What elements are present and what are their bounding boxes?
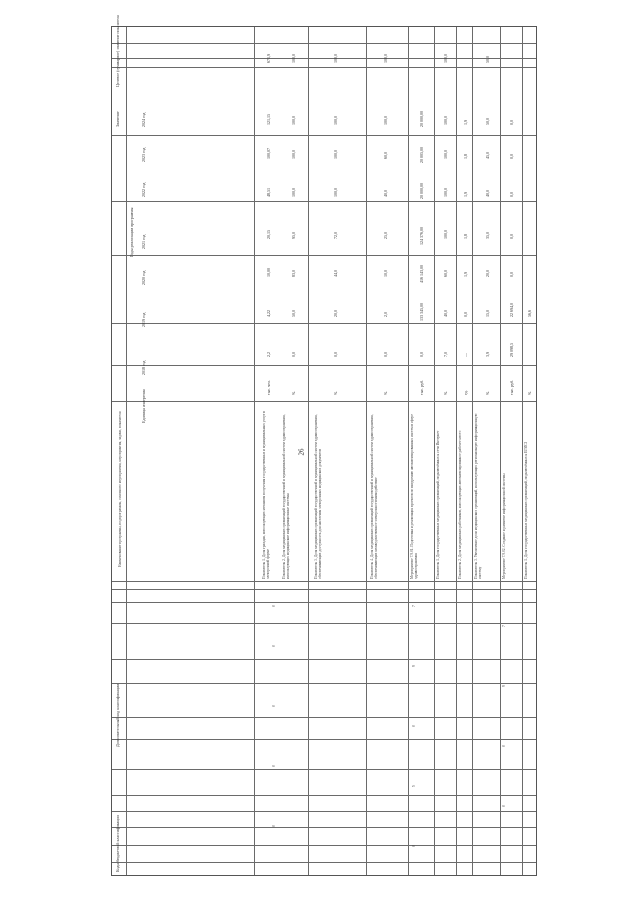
row-value: 100,0 xyxy=(443,188,448,197)
row-unit: тыс. руб. xyxy=(509,379,514,395)
row-value: 56,6 xyxy=(527,310,532,317)
code-digit: 9 xyxy=(502,685,506,687)
row-value: 20 000,00 xyxy=(419,111,424,127)
code-digit: 0 xyxy=(412,845,416,847)
row-value: 100,0 xyxy=(443,150,448,159)
code-digit: 7 xyxy=(412,605,416,607)
code-classification-header: Коды бюджетной классификации xyxy=(115,815,120,872)
row-value: 100,0 xyxy=(443,54,448,63)
row-value: 7,0 xyxy=(443,352,448,357)
row-value: 22 694,0 xyxy=(509,303,514,317)
row-value: 0,0 xyxy=(509,154,514,159)
row-name: Показатель 1. Доля государственных медицинских организаций, подключённых к сети Интернет xyxy=(436,430,440,579)
code-digit: 7 xyxy=(502,625,506,627)
row-value: 29 098,5 xyxy=(509,343,514,357)
row-value: 121,15 xyxy=(266,114,271,125)
row-value: 2,0 xyxy=(383,312,388,317)
row-value: 100,07 xyxy=(266,148,271,159)
code-digit: 0 xyxy=(272,825,276,827)
row-value: 100,0 xyxy=(443,116,448,125)
row-name: Мероприятие 7.9.01. Подготовка и реализация проектов по внедрению автоматизированных систем в сфере здравоохранения xyxy=(410,414,419,579)
row-value: 10,00 xyxy=(266,268,271,277)
code-digit: 0 xyxy=(502,805,506,807)
program-activity-header: Дополнительный код классификации xyxy=(115,683,120,747)
row-value: 100,0 xyxy=(333,188,338,197)
row-unit: % xyxy=(485,391,490,395)
row-value: 40,0 xyxy=(383,190,388,197)
row-value: 1,9 xyxy=(463,192,468,197)
row-name: Показатель 1. Доля граждан, использующих механизм получения государственных и муниципальных услуг в электронной форме xyxy=(262,411,271,579)
year-header: 2020 год xyxy=(141,270,146,285)
code-digit: 0 xyxy=(272,645,276,647)
row-name: Показатель 3. Увеличение доли медицинских организаций, использующих региональную информационную систему xyxy=(474,413,483,579)
name-header: Наименование программы, подпрограммы, основного мероприятия, мероприятия, задачи, показателя xyxy=(118,411,122,567)
row-value: — xyxy=(463,353,468,357)
row-value: 100,0 xyxy=(333,54,338,63)
row-value: 100,0 xyxy=(333,116,338,125)
page-number: 26 xyxy=(297,448,306,456)
row-value: 2,2 xyxy=(266,352,271,357)
row-value: 15,0 xyxy=(485,310,490,317)
row-value: 100,0 xyxy=(443,230,448,239)
code-digit: 0 xyxy=(412,725,416,727)
row-value: 45,0 xyxy=(485,152,490,159)
row-value: 95,0 xyxy=(291,232,296,239)
row-value: 60,0 xyxy=(443,270,448,277)
row-value: 100,0 xyxy=(291,116,296,125)
code-digit: 0 xyxy=(272,705,276,707)
row-name: Мероприятие 7.9.02. Создание и развитие информационной системы xyxy=(502,473,506,579)
row-value: 0,0 xyxy=(509,192,514,197)
row-value: 50,0 xyxy=(485,56,490,63)
row-value: 20 005,00 xyxy=(419,147,424,163)
row-name: Показатель 4. Доля медицинских организаций государственной и муниципальной систем здравоохранения, обеспечивающих межведомственное электронное взаимодействие xyxy=(370,414,379,579)
row-name: Показатель 1. Доля государственных медицинских организаций, подключённых к ЕГИСЗ xyxy=(524,441,528,579)
row-value: 35,0 xyxy=(485,232,490,239)
row-unit: % xyxy=(291,391,296,395)
row-value: 25,0 xyxy=(383,232,388,239)
row-value: 0,0 xyxy=(509,120,514,125)
row-value: 416 143,00 xyxy=(419,265,424,283)
row-value: 20 000,00 xyxy=(419,183,424,199)
code-digit: 9 xyxy=(412,665,416,667)
row-value: 44,0 xyxy=(333,270,338,277)
row-value: 100,0 xyxy=(383,116,388,125)
row-value: 671,9 xyxy=(266,54,271,63)
row-value: 100,0 xyxy=(291,150,296,159)
year-header: 2021 год xyxy=(141,234,146,249)
row-unit: % xyxy=(443,391,448,395)
row-value: 1,9 xyxy=(463,272,468,277)
row-unit: % xyxy=(383,391,388,395)
row-value: 1,8 xyxy=(463,234,468,239)
row-unit: тыс. руб. xyxy=(419,379,424,395)
row-value: 0,0 xyxy=(509,272,514,277)
row-value: 72,0 xyxy=(333,232,338,239)
row-value: 20,0 xyxy=(485,270,490,277)
row-value: 0,0 xyxy=(333,352,338,357)
row-value: 20,15 xyxy=(266,230,271,239)
row-value: 50,0 xyxy=(485,118,490,125)
row-value: 0,0 xyxy=(383,352,388,357)
year-header: 2022 год xyxy=(141,182,146,197)
program-table xyxy=(111,15,537,876)
row-value: 124 376,00 xyxy=(419,227,424,245)
row-value: 0,0 xyxy=(419,352,424,357)
code-digit: 0 xyxy=(502,745,506,747)
year-2018-header: 2018 год xyxy=(141,360,146,375)
code-digit: 5 xyxy=(412,785,416,787)
years-realization-header: Годы реализации программы xyxy=(129,207,134,257)
row-value: 133 345,00 xyxy=(419,303,424,321)
row-value: 100,0 xyxy=(291,54,296,63)
row-value: 48,51 xyxy=(266,188,271,197)
row-value: 1,9 xyxy=(463,120,468,125)
row-unit: тыс. чел. xyxy=(266,380,271,395)
row-value: 10,0 xyxy=(383,270,388,277)
year-header: 2019 год xyxy=(141,312,146,327)
row-value: 4,22 xyxy=(266,310,271,317)
row-value: 100,0 xyxy=(291,188,296,197)
row-value: 20,0 xyxy=(333,310,338,317)
row-name: Показатель 3. Доля медицинских организаций государственной и муниципальной систем здравоохранения, обеспечивающих доступность для населения электронных медицинских документов xyxy=(314,414,323,579)
row-value: 3,9 xyxy=(485,352,490,357)
target-value-header: Целевое (суммарное) значение показателя xyxy=(115,15,120,87)
row-value: 50,0 xyxy=(291,310,296,317)
row-unit: % xyxy=(527,391,532,395)
row-unit: ед. xyxy=(463,390,468,395)
row-name: Показатель 2. Доля медицинских работников, использующих автоматизированное рабочее место xyxy=(458,430,462,579)
code-digit: 0 xyxy=(272,605,276,607)
row-value: 40,0 xyxy=(485,190,490,197)
row-value: 0,0 xyxy=(291,352,296,357)
unit-header: Единица измерения xyxy=(141,389,146,423)
target-sub-header: Значение xyxy=(115,111,120,127)
year-header: 2023 год xyxy=(141,147,146,162)
code-digit: 0 xyxy=(272,765,276,767)
row-value: 60,0 xyxy=(383,152,388,159)
row-value: 0,0 xyxy=(463,312,468,317)
year-header: 2024 год xyxy=(141,112,146,127)
row-value: 100,0 xyxy=(383,54,388,63)
row-value: 83,0 xyxy=(291,270,296,277)
row-value: 1,8 xyxy=(463,154,468,159)
row-value: 0,0 xyxy=(509,234,514,239)
row-unit: % xyxy=(333,391,338,395)
row-value: 40,0 xyxy=(443,310,448,317)
row-name: Показатель 2. Доля медицинских организаций государственной и муниципальной систем здравоохранения, использующих медицинские информационные системы xyxy=(282,414,291,579)
row-value: 100,0 xyxy=(333,150,338,159)
